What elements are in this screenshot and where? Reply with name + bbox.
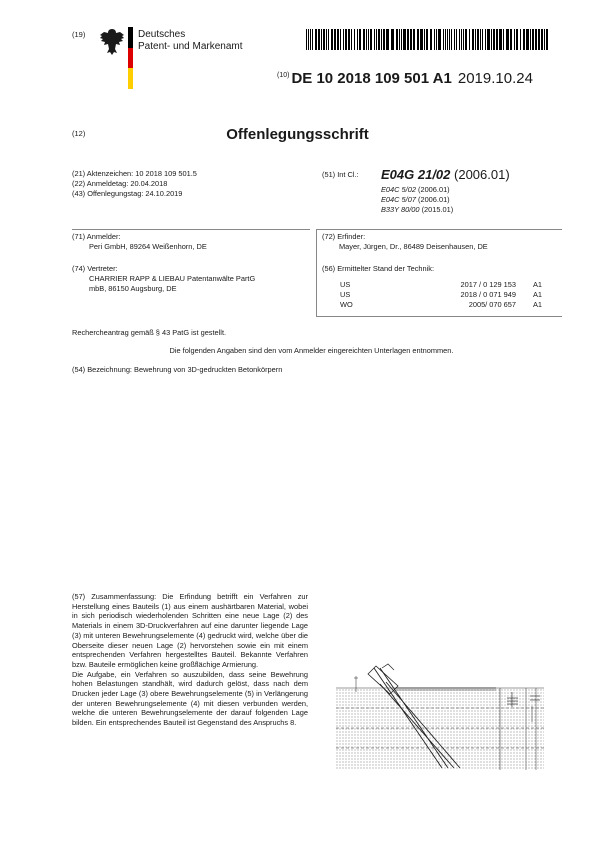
barcode-bar: [434, 29, 435, 50]
int-cl-main-code: E04G 21/02: [381, 167, 451, 182]
abstract-paragraph-1: (57) Zusammenfassung: Die Erfindung betrifft ein Verfahren zur Herstellung eines Bauteils (1) aus einem aushärtbaren Material, wobei in sich periodisch wiederholenden Schritten eine neue Lage (2) des Materials in einem 3D-Druckverfahren auf eine darunter liegende Lage (3) mit unteren Bewehrungselemente (4) gedruckt wird, welche über die Oberseite dieser neuen Lage (2) hervorstehen sowie ein mit einem entsprechenden Verfahren hergestelltes Bauteil. Bekannte Verfahren bzw. Bauteile ermöglichen keine großflächige Armierung.: [72, 592, 308, 669]
barcode-bar: [463, 29, 464, 50]
barcode-bar: [383, 29, 385, 50]
barcode-bar: [485, 29, 486, 50]
barcode-bar: [410, 29, 412, 50]
barcode-bar: [520, 29, 521, 50]
barcode-bar: [426, 29, 428, 50]
applicant-docs-note: Die folgenden Angaben sind den vom Anmelder eingereichten Unterlagen entnommen.: [169, 346, 454, 355]
barcode-bar: [310, 29, 311, 50]
applicant-value: Peri GmbH, 89264 Weißenhorn, DE: [89, 241, 207, 251]
german-flag-stripe: [128, 27, 133, 89]
federal-eagle-icon: [98, 27, 126, 57]
barcode-bar: [403, 29, 406, 50]
barcode-bar: [420, 29, 423, 50]
barcode-bar: [514, 29, 515, 50]
pub-prefix: (10): [277, 72, 290, 79]
cited-art-label: (56) Ermittelter Stand der Technik:: [322, 264, 435, 273]
concrete-layers: [336, 688, 544, 770]
barcode-bar: [477, 29, 479, 50]
int-cl-main-version: (2006.01): [454, 167, 510, 182]
barcode-bar: [348, 29, 350, 50]
label-19: (19): [72, 30, 86, 39]
citation-row: US 2018 / 0 071 949 A1: [340, 290, 542, 299]
barcode: [306, 29, 552, 50]
barcode-bar: [438, 29, 441, 50]
barcode-bar: [366, 29, 367, 50]
barcode-bar: [491, 29, 492, 50]
barcode-bar: [308, 29, 309, 50]
divider-right: [316, 229, 562, 230]
int-cl-item: E04C 5/02 (2006.01): [381, 185, 450, 194]
barcode-bar: [374, 29, 375, 50]
barcode-bar: [469, 29, 470, 50]
barcode-bar: [480, 29, 481, 50]
applicant-label: (71) Anmelder:: [72, 232, 121, 241]
abstract-paragraph-2: Die Aufgabe, ein Verfahren so auszubilden, dass seine Bewehrung hohen Belastungen standhält, wird dadurch gelöst, dass nach dem Drucken jeder Lage (3) obere Bewehrungselemente (5) in Verlängerung der unteren Bewehrungselemente (4) mit diesen verbunden werden, welche die unteren Bewehrungselemente der darauf folgenden Lage bilden. Ein entsprechendes Bauteil ist Gegenstand des Anspruchs 8.: [72, 669, 308, 728]
barcode-bar: [443, 29, 444, 50]
applicant-block: [72, 232, 207, 252]
barcode-bar: [445, 29, 446, 50]
barcode-bar: [538, 29, 540, 50]
representative-block: [72, 264, 255, 293]
barcode-bar: [399, 29, 400, 50]
barcode-bar: [331, 29, 333, 50]
barcode-bar: [417, 29, 419, 50]
barcode-bar: [430, 29, 432, 50]
barcode-bar: [386, 29, 389, 50]
barcode-bar: [359, 29, 361, 50]
barcode-bar: [345, 29, 347, 50]
barcode-bar: [532, 29, 534, 50]
barcode-bar: [461, 29, 462, 50]
divider-left: [72, 229, 310, 230]
barcode-bar: [315, 29, 317, 50]
barcode-bar: [526, 29, 529, 50]
barcode-bar: [503, 29, 504, 50]
barcode-bar: [436, 29, 437, 50]
inventor-label: (72) Erfinder:: [322, 232, 366, 241]
barcode-bar: [351, 29, 352, 50]
barcode-bar: [456, 29, 457, 50]
representative-label: (74) Vertreter:: [72, 264, 118, 273]
barcode-bar: [334, 29, 336, 50]
barcode-bar: [451, 29, 452, 50]
barcode-bar: [541, 29, 543, 50]
barcode-bar: [401, 29, 402, 50]
divider-bottom-right: [316, 316, 562, 317]
office-name: [138, 29, 243, 53]
barcode-bar: [306, 29, 307, 50]
barcode-bar: [370, 29, 372, 50]
barcode-bar: [357, 29, 358, 50]
barcode-bar: [326, 29, 327, 50]
barcode-bar: [510, 29, 512, 50]
barcode-bar: [546, 29, 548, 50]
flag-gold: [128, 68, 133, 89]
barcode-bar: [354, 29, 355, 50]
int-cl-list: [381, 185, 453, 214]
title-line: (54) Bezeichnung: Bewehrung von 3D-gedruckten Betonkörpern: [72, 365, 283, 374]
barcode-bar: [487, 29, 490, 50]
barcode-bar: [506, 29, 509, 50]
barcode-bar: [424, 29, 425, 50]
barcode-bar: [472, 29, 474, 50]
barcode-bar: [516, 29, 518, 50]
barcode-bar: [454, 29, 455, 50]
barcode-bar: [530, 29, 531, 50]
flag-red: [128, 48, 133, 69]
filing-date: (22) Anmeldetag: 20.04.2018: [72, 178, 168, 188]
barcode-bar: [376, 29, 377, 50]
search-request-note: Rechercheantrag gemäß § 43 PatG ist gestellt.: [72, 328, 227, 337]
abstract: [72, 592, 308, 728]
barcode-bar: [544, 29, 545, 50]
barcode-bar: [368, 29, 369, 50]
barcode-bar: [535, 29, 537, 50]
barcode-bar: [459, 29, 460, 50]
representative-line-1: CHARRIER RAPP & LIEBAU Patentanwälte PartG: [89, 273, 256, 283]
barcode-bar: [318, 29, 320, 50]
barcode-bar: [449, 29, 450, 50]
barcode-bar: [396, 29, 398, 50]
column-divider: [316, 229, 317, 317]
barcode-bar: [381, 29, 382, 50]
barcode-bar: [323, 29, 325, 50]
barcode-bar: [407, 29, 409, 50]
int-cl-main: [381, 167, 510, 182]
inventor-value: Mayer, Jürgen, Dr., 86489 Deisenhausen, DE: [339, 241, 488, 251]
barcode-bar: [337, 29, 339, 50]
citation-row: US 2017 / 0 129 153 A1: [340, 280, 542, 289]
barcode-bar: [465, 29, 467, 50]
bibliographic-dates: [72, 169, 197, 198]
int-cl-label: (51) Int Cl.:: [322, 170, 359, 179]
label-12: (12): [72, 129, 86, 138]
int-cl-item: B33Y 80/00 (2015.01): [381, 204, 454, 214]
office-line-2: Patent- und Markenamt: [138, 41, 243, 52]
barcode-bar: [475, 29, 476, 50]
publication-number: DE 10 2018 109 501 A1: [291, 70, 452, 87]
int-cl-item: E04C 5/07 (2006.01): [381, 194, 450, 204]
flag-black: [128, 27, 133, 48]
publication-day: (43) Offenlegungstag: 24.10.2019: [72, 188, 183, 198]
application-number: (21) Aktenzeichen: 10 2018 109 501.5: [72, 169, 197, 178]
barcode-bar: [482, 29, 483, 50]
barcode-bar: [343, 29, 344, 50]
barcode-bar: [391, 29, 394, 50]
barcode-bar: [378, 29, 380, 50]
barcode-bar: [312, 29, 313, 50]
barcode-bar: [447, 29, 448, 50]
patent-drawing: [336, 662, 544, 770]
barcode-bar: [413, 29, 415, 50]
barcode-bar: [493, 29, 495, 50]
publication-number-line: [277, 70, 533, 87]
barcode-bar: [328, 29, 329, 50]
publication-date: 2019.10.24: [457, 70, 533, 87]
barcode-bar: [321, 29, 322, 50]
office-line-1: Deutsches: [138, 29, 186, 40]
barcode-bar: [363, 29, 365, 50]
citation-row: WO 2005/ 070 657 A1: [340, 300, 542, 309]
barcode-bar: [340, 29, 341, 50]
barcode-bar: [499, 29, 502, 50]
citation-list: [340, 280, 542, 310]
barcode-bar: [496, 29, 498, 50]
representative-line-2: mbB, 86150 Augsburg, DE: [89, 283, 177, 293]
barcode-bar: [523, 29, 525, 50]
document-type-title: Offenlegungsschrift: [226, 126, 369, 143]
inventor-block: [322, 232, 488, 252]
